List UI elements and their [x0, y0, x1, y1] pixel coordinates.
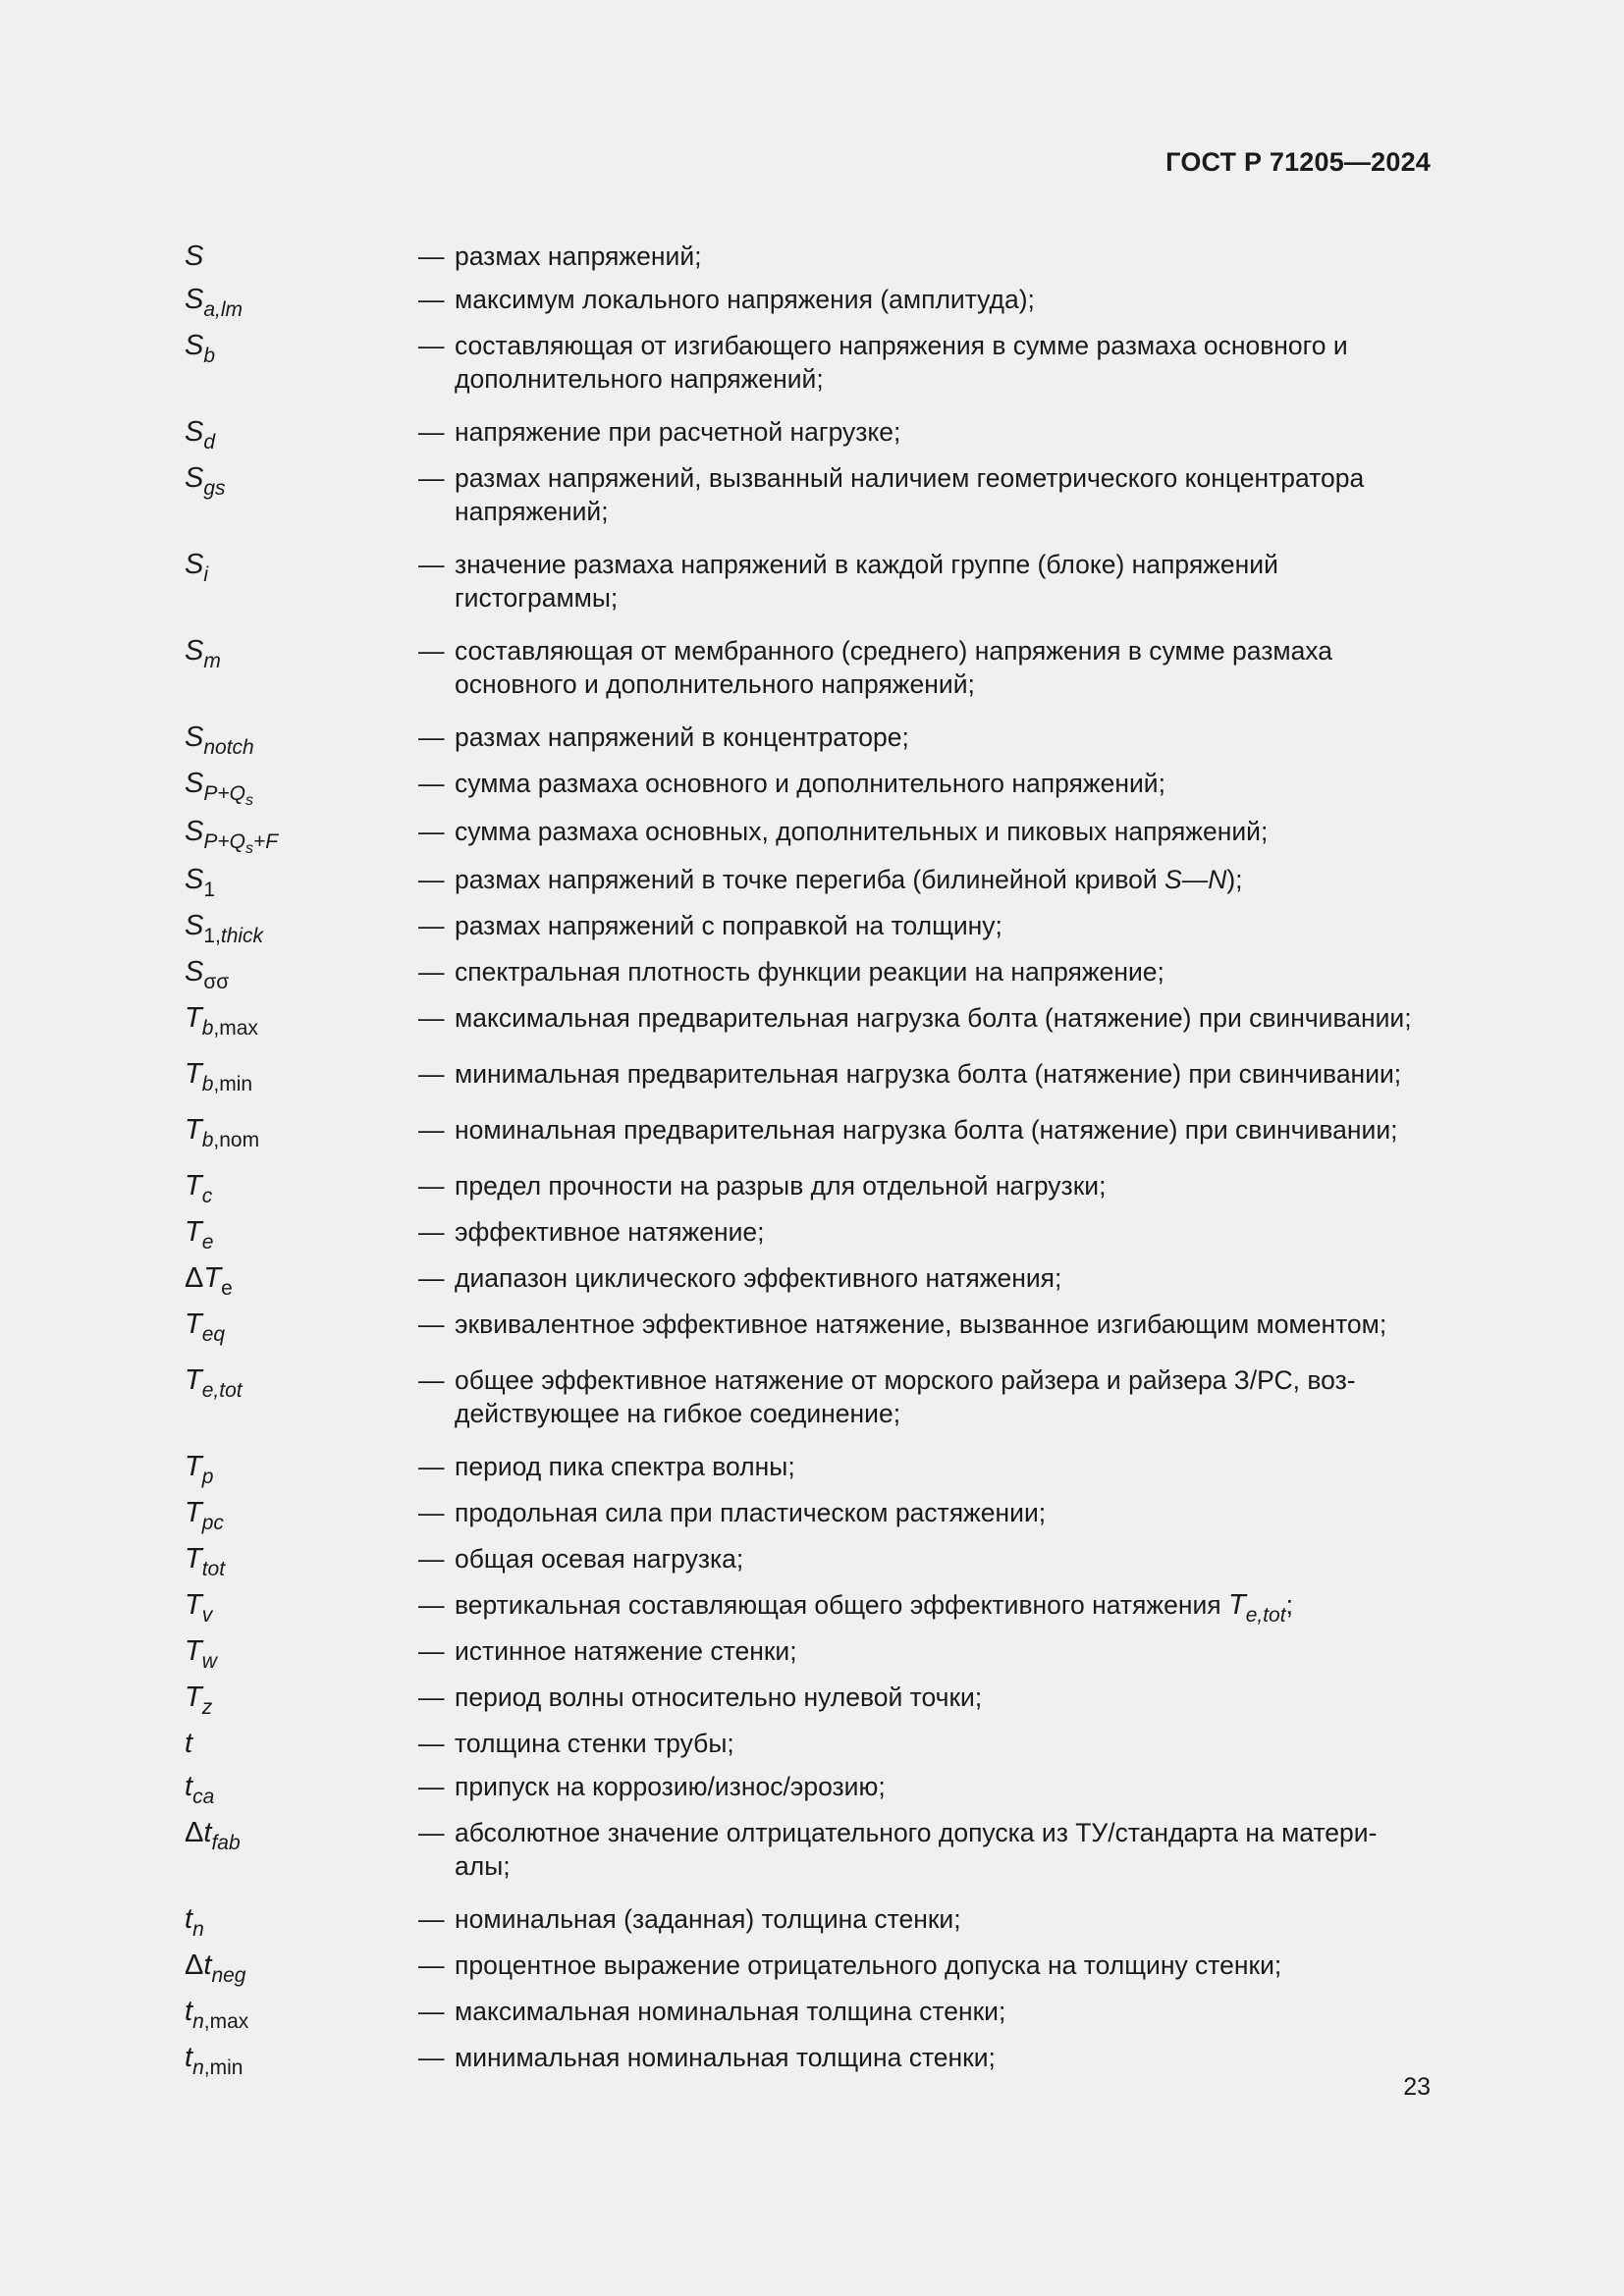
- symbol: [185, 1770, 418, 1806]
- symbol: [185, 240, 418, 273]
- definition: максимальная номинальная толщина стенки;: [455, 1997, 1006, 2026]
- symbols-list: [185, 240, 1432, 2087]
- em-dash: —: [418, 1544, 445, 1574]
- symbol: [185, 2041, 418, 2077]
- subscript-part: P+Q: [203, 782, 245, 805]
- symbol-base: t: [185, 2042, 193, 2073]
- symbol-row: [185, 2041, 1432, 2077]
- symbol-subscript: [192, 1786, 214, 1808]
- em-dash: —: [418, 1263, 445, 1293]
- em-dash: —: [418, 1772, 445, 1801]
- symbol-base: T: [185, 1364, 202, 1396]
- symbol-base: S: [185, 816, 204, 847]
- subscript-part: b: [201, 1017, 214, 1040]
- subscript-part: eq: [201, 1323, 226, 1346]
- em-dash: —: [418, 1003, 445, 1033]
- symbol-row: [185, 1681, 1432, 1717]
- symbol-row: [185, 461, 1432, 528]
- symbol: [185, 1001, 418, 1038]
- symbol-base: t: [185, 1728, 193, 1759]
- symbol-subscript: [203, 563, 208, 586]
- symbol: [185, 909, 418, 945]
- symbol: [185, 1902, 418, 1939]
- symbol-base: T: [185, 1451, 202, 1482]
- symbol-base: t: [203, 1817, 212, 1848]
- symbol-row: [185, 1995, 1432, 2031]
- symbol-base: S: [185, 549, 204, 580]
- page-number: 23: [1403, 2073, 1431, 2101]
- symbol-subscript: [203, 879, 215, 901]
- definition: диапазон циклического эффективного натяжения;: [455, 1263, 1062, 1293]
- symbol-subscript: [202, 1185, 213, 1207]
- definition: продольная сила при пластическом растяжении;: [455, 1498, 1047, 1527]
- symbol-subscript: [211, 1832, 240, 1854]
- em-dash: —: [418, 1904, 445, 1934]
- subscript-part: i: [203, 563, 209, 586]
- subscript-part: σσ: [203, 971, 230, 993]
- symbol-row: [185, 1634, 1432, 1671]
- symbol: [185, 1949, 418, 1985]
- symbol-base: S: [185, 240, 204, 272]
- definition: максимальная предварительная нагрузка болта (натяжение) при свинчивании;: [455, 1003, 1412, 1033]
- symbol-row: [185, 283, 1432, 319]
- definition: предел прочности на разрыв для отдельной нагрузки;: [455, 1171, 1107, 1201]
- symbol-row: [185, 1057, 1432, 1094]
- subscript-part: neg: [211, 1964, 246, 1987]
- symbol-subscript: [203, 736, 253, 759]
- symbol-row: [185, 1727, 1432, 1760]
- subscript-part: n: [192, 1918, 204, 1941]
- inline-symbol: N: [1208, 865, 1227, 894]
- symbol: [185, 415, 418, 452]
- symbol-subscript: [192, 2056, 243, 2079]
- symbol-row: [185, 1542, 1432, 1578]
- em-dash: —: [418, 241, 445, 271]
- subscript-part: b: [201, 1073, 214, 1095]
- symbol-base: T: [185, 1308, 202, 1340]
- em-dash: —: [418, 463, 445, 493]
- subscript-part: w: [201, 1650, 217, 1673]
- symbol-row: [185, 240, 1432, 273]
- subscript-part: d: [203, 431, 216, 454]
- definition: номинальная (заданная) толщина стенки;: [455, 1904, 961, 1934]
- subscript-part: n: [192, 2056, 204, 2079]
- definition: эквивалентное эффективное натяжение, вызванное изгибающим моментом;: [455, 1309, 1387, 1339]
- em-dash: —: [418, 550, 445, 579]
- symbol-base: T: [185, 1543, 202, 1575]
- symbol: [185, 1816, 418, 1852]
- subscript-part: pc: [201, 1512, 224, 1534]
- symbol-row: [185, 1588, 1432, 1625]
- symbol-row: [185, 634, 1432, 701]
- symbol: [185, 1496, 418, 1532]
- symbol-subscript: [202, 1129, 259, 1151]
- em-dash: —: [418, 1729, 445, 1758]
- subscript-part: m: [203, 650, 221, 672]
- symbol-subscript: [202, 1650, 217, 1673]
- definition: номинальная предварительная нагрузка болта (натяжение) при свинчивании;: [455, 1115, 1398, 1145]
- symbol-subscript: [202, 1512, 224, 1534]
- subscript-part: 1: [203, 879, 216, 901]
- subscript-part: ,max: [213, 1017, 258, 1040]
- subscript-part: gs: [203, 477, 226, 500]
- definition: сумма размаха основного и дополнительного напряжений;: [455, 769, 1165, 798]
- symbol-subscript: [202, 1231, 214, 1254]
- subscript-part: ca: [192, 1786, 215, 1808]
- symbol-subscript: [203, 431, 215, 454]
- symbol: [185, 1542, 418, 1578]
- symbol-base: T: [185, 1635, 202, 1667]
- symbol: [185, 1995, 418, 2031]
- symbol-row: [185, 721, 1432, 757]
- symbol-base: S: [185, 910, 204, 941]
- definition: значение размаха напряжений в каждой группе (блоке) напряжений гистограммы;: [455, 550, 1278, 613]
- symbol-subscript: [203, 925, 263, 947]
- symbol-subscript: [203, 782, 253, 809]
- em-dash: —: [418, 636, 445, 666]
- symbol-row: [185, 1215, 1432, 1252]
- definition: истинное натяжение стенки;: [455, 1636, 797, 1666]
- symbol-row: [185, 1949, 1432, 1985]
- symbol: [185, 1169, 418, 1205]
- symbol-subscript: [202, 1379, 243, 1402]
- definition: размах напряжений, вызванный наличием геометрического концентратора напряжений;: [455, 463, 1365, 526]
- definition: припуск на коррозию/износ/эрозию;: [455, 1772, 886, 1801]
- symbol-base: T: [185, 1170, 202, 1201]
- definition: напряжение при расчетной нагрузке;: [455, 417, 901, 447]
- symbol-subscript: [203, 830, 279, 857]
- symbol: [185, 634, 418, 670]
- symbol-subscript: [211, 1964, 245, 1987]
- subscript-index: s: [244, 792, 253, 809]
- document-code: ГОСТ Р 71205—2024: [1165, 147, 1431, 177]
- symbol-row: [185, 1001, 1432, 1038]
- symbol-base: T: [185, 1589, 202, 1621]
- symbol: [185, 721, 418, 757]
- em-dash: —: [418, 1365, 445, 1395]
- symbol-row: [185, 815, 1432, 857]
- symbol-base: t: [185, 1996, 193, 2027]
- em-dash: —: [418, 1059, 445, 1089]
- em-dash: —: [418, 1590, 445, 1620]
- subscript-part: e: [221, 1277, 233, 1300]
- symbol-prefix: Δ: [185, 1949, 204, 1981]
- subscript-part: tot: [201, 1558, 226, 1580]
- em-dash: —: [418, 911, 445, 940]
- symbol: [185, 1634, 418, 1671]
- subscript-part: z: [201, 1696, 213, 1719]
- symbol: [185, 1215, 418, 1252]
- symbol-base: S: [185, 768, 204, 799]
- symbol-subscript: [192, 1918, 204, 1941]
- symbol-base: t: [185, 1903, 193, 1935]
- symbol-base: T: [185, 1682, 202, 1713]
- symbol-row: [185, 1363, 1432, 1430]
- subscript-part: v: [201, 1604, 213, 1627]
- definition: минимальная предварительная нагрузка болта (натяжение) при свинчивании;: [455, 1059, 1402, 1089]
- symbol-base: t: [203, 1949, 212, 1981]
- subscript-part: 1: [203, 925, 216, 947]
- symbol-subscript: [203, 298, 243, 321]
- inline-subscript: e,tot: [1245, 1604, 1286, 1627]
- symbol-base: t: [185, 1771, 193, 1802]
- symbol-base: S: [185, 416, 204, 448]
- symbol-base: S: [185, 462, 204, 494]
- subscript-part: b: [201, 1129, 214, 1151]
- symbol-row: [185, 1169, 1432, 1205]
- symbol-base: S: [185, 721, 204, 753]
- symbol-base: T: [185, 1497, 202, 1528]
- symbol: [185, 955, 418, 991]
- symbol-prefix: Δ: [185, 1817, 204, 1848]
- definition: сумма размаха основных, дополнительных и пиковых напряжений;: [455, 817, 1269, 846]
- symbol: [185, 329, 418, 365]
- subscript-tail: +F: [252, 830, 279, 853]
- symbol: [185, 815, 418, 857]
- symbol-row: [185, 548, 1432, 614]
- symbol-row: [185, 955, 1432, 991]
- em-dash: —: [418, 285, 445, 314]
- definition: спектральная плотность функции реакции на напряжение;: [455, 957, 1164, 987]
- symbol: [185, 1450, 418, 1486]
- symbol-base: T: [185, 1114, 202, 1146]
- subscript-part: e,tot: [201, 1379, 243, 1402]
- subscript-part: ,: [215, 925, 221, 947]
- em-dash: —: [418, 1115, 445, 1145]
- symbol-base: T: [185, 1216, 202, 1248]
- symbol: [185, 1261, 418, 1298]
- symbol-subscript: [203, 345, 215, 367]
- symbol-base: S: [185, 635, 204, 667]
- definition: процентное выражение отрицательного допуска на толщину стенки;: [455, 1950, 1282, 1980]
- symbol-base: S: [185, 284, 204, 315]
- symbol-row: [185, 329, 1432, 396]
- symbol-row: [185, 1902, 1432, 1939]
- subscript-part: b: [203, 345, 216, 367]
- definition: период волны относительно нулевой точки;: [455, 1682, 983, 1712]
- em-dash: —: [418, 1498, 445, 1527]
- em-dash: —: [418, 817, 445, 846]
- symbol-base: T: [185, 1002, 202, 1034]
- symbol-base: S: [185, 864, 204, 895]
- symbol-subscript: [203, 650, 221, 672]
- subscript-part: ,max: [203, 2010, 249, 2033]
- subscript-part: ,min: [203, 2056, 244, 2079]
- subscript-part: n: [192, 2010, 204, 2033]
- em-dash: —: [418, 1636, 445, 1666]
- em-dash: —: [418, 1950, 445, 1980]
- symbol-row: [185, 909, 1432, 945]
- definition: [455, 1588, 1432, 1625]
- em-dash: —: [418, 1452, 445, 1481]
- symbol-subscript: [202, 1558, 225, 1580]
- definition: размах напряжений;: [455, 241, 702, 271]
- subscript-part: thick: [220, 925, 264, 947]
- definition-text: вертикальная составляющая общего эффективного натяжения: [455, 1590, 1228, 1620]
- symbol-subscript: [202, 1696, 213, 1719]
- definition: размах напряжений в концентраторе;: [455, 722, 909, 752]
- symbol-subscript: [202, 1017, 258, 1040]
- symbol: [185, 1057, 418, 1094]
- definition: максимум локального напряжения (амплитуда);: [455, 285, 1035, 314]
- symbol: [185, 283, 418, 319]
- em-dash: —: [418, 1309, 445, 1339]
- subscript-part: c: [201, 1185, 213, 1207]
- subscript-part: ,nom: [213, 1129, 260, 1151]
- em-dash: —: [418, 722, 445, 752]
- symbol-row: [185, 1816, 1432, 1883]
- definition-text: размах напряжений в точке перегиба (билинейной кривой: [455, 865, 1165, 894]
- symbol: [185, 1113, 418, 1149]
- subscript-part: a,lm: [203, 298, 244, 321]
- symbol-subscript: [221, 1277, 233, 1300]
- definition: толщина стенки трубы;: [455, 1729, 734, 1758]
- symbol-base: S: [185, 956, 204, 988]
- subscript-index: s: [244, 840, 253, 857]
- inline-symbol: S: [1164, 865, 1182, 894]
- symbol-row: [185, 863, 1432, 899]
- definition: составляющая от мембранного (среднего) напряжения в сумме размаха основного и дополнительного напряжений;: [455, 636, 1332, 699]
- definition: [455, 863, 1432, 896]
- symbol-base: T: [203, 1262, 222, 1294]
- symbol: [185, 461, 418, 498]
- subscript-part: p: [201, 1466, 214, 1488]
- symbol-row: [185, 415, 1432, 452]
- symbol: [185, 767, 418, 809]
- symbol-row: [185, 767, 1432, 809]
- symbol: [185, 1363, 418, 1400]
- symbol-prefix: Δ: [185, 1262, 204, 1294]
- symbol: [185, 1681, 418, 1717]
- symbol: [185, 548, 418, 584]
- symbol-subscript: [203, 971, 229, 993]
- definition: общая осевая нагрузка;: [455, 1544, 744, 1574]
- symbol-row: [185, 1770, 1432, 1806]
- symbol-subscript: [202, 1466, 214, 1488]
- symbol-row: [185, 1308, 1432, 1344]
- em-dash: —: [418, 1217, 445, 1247]
- inline-dash: —: [1181, 865, 1209, 894]
- em-dash: —: [418, 2043, 445, 2072]
- symbol-base: S: [185, 330, 204, 361]
- em-dash: —: [418, 1997, 445, 2026]
- symbol-subscript: [203, 477, 225, 500]
- subscript-part: fab: [211, 1832, 241, 1854]
- definition: минимальная номинальная толщина стенки;: [455, 2043, 996, 2072]
- subscript-part: P+Q: [203, 830, 245, 853]
- em-dash: —: [418, 1682, 445, 1712]
- symbol: [185, 1308, 418, 1344]
- definition: период пика спектра волны;: [455, 1452, 795, 1481]
- subscript-part: e: [201, 1231, 214, 1254]
- symbol: [185, 863, 418, 899]
- definition-text: ;: [1285, 1590, 1293, 1620]
- symbol: [185, 1727, 418, 1760]
- symbol-subscript: [202, 1604, 213, 1627]
- em-dash: —: [418, 865, 445, 894]
- definition: эффективное натяжение;: [455, 1217, 765, 1247]
- definition: составляющая от изгибающего напряжения в сумме размаха основного и дополнительного напряжений;: [455, 331, 1348, 394]
- definition: абсолютное значение олтрицательного допуска из ТУ/стандарта на матери-алы;: [455, 1818, 1378, 1881]
- symbol-subscript: [202, 1323, 225, 1346]
- em-dash: —: [418, 331, 445, 360]
- definition: общее эффективное натяжение от морского райзера и райзера З/РС, воз-действующее на гибкое соединение;: [455, 1365, 1356, 1428]
- definition-text: );: [1226, 865, 1243, 894]
- symbol: [185, 1588, 418, 1625]
- em-dash: —: [418, 417, 445, 447]
- symbol-row: [185, 1496, 1432, 1532]
- symbol-row: [185, 1450, 1432, 1486]
- symbol-base: T: [185, 1058, 202, 1090]
- inline-symbol: T: [1227, 1589, 1246, 1621]
- em-dash: —: [418, 1818, 445, 1847]
- symbol-row: [185, 1261, 1432, 1298]
- symbol-subscript: [192, 2010, 248, 2033]
- subscript-part: notch: [203, 736, 254, 759]
- definition: размах напряжений с поправкой на толщину;: [455, 911, 1002, 940]
- em-dash: —: [418, 957, 445, 987]
- em-dash: —: [418, 769, 445, 798]
- symbol-row: [185, 1113, 1432, 1149]
- symbol-subscript: [202, 1073, 252, 1095]
- em-dash: —: [418, 1171, 445, 1201]
- subscript-part: ,min: [213, 1073, 253, 1095]
